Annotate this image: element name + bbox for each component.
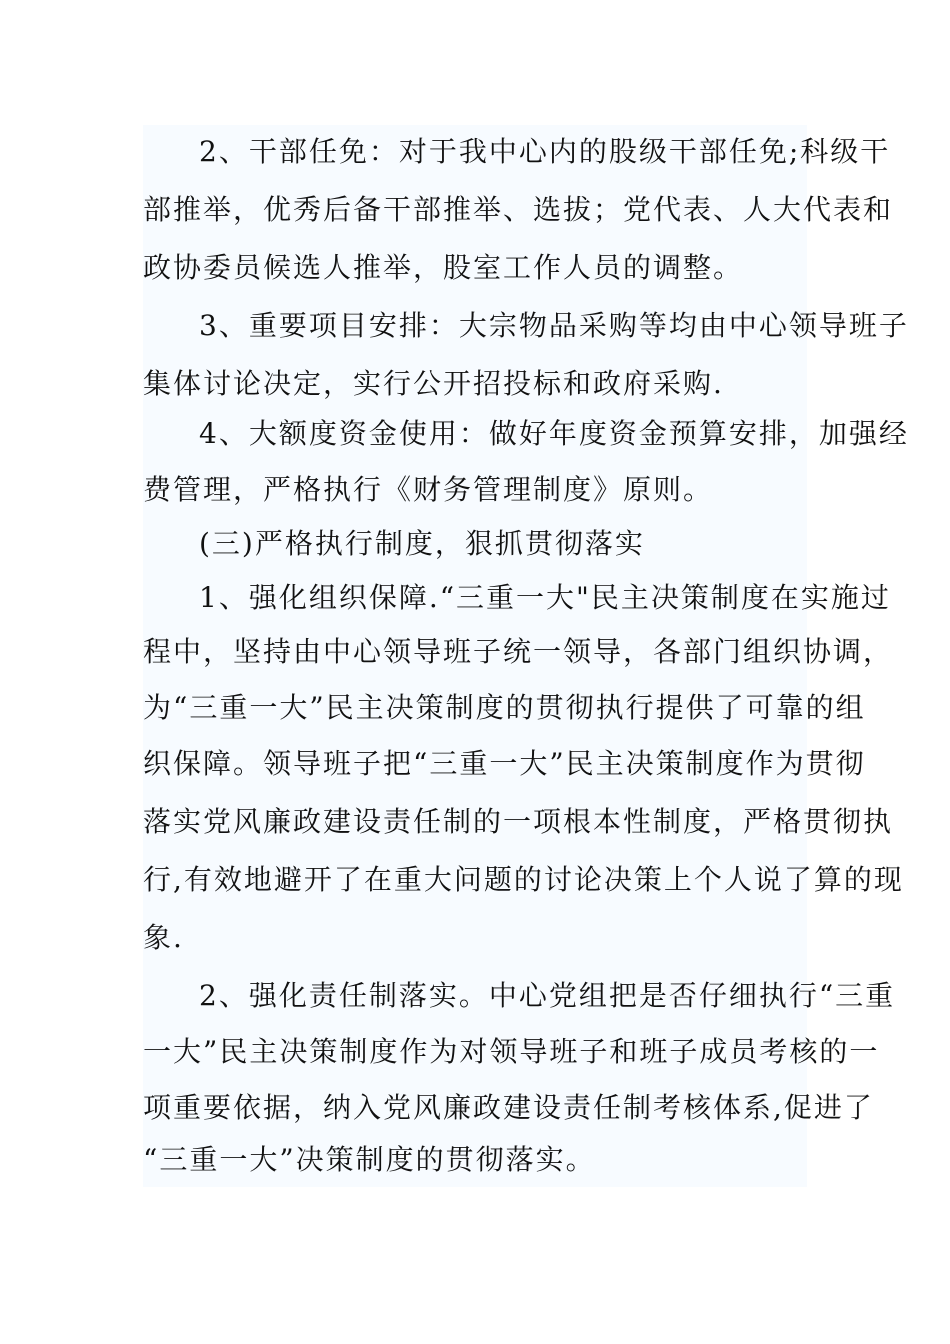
text-line: 1、强化组织保障.“三重一大"民主决策制度在实施过: [199, 581, 891, 614]
text-line: 一大”民主决策制度作为对领导班子和班子成员考核的一: [143, 1035, 880, 1068]
body-text: [143, 125, 909, 1187]
text-line: 织保障。领导班子把“三重一大”民主决策制度作为贯彻: [143, 747, 866, 780]
text-line: 2、强化责任制落实。中心党组把是否仔细执行“三重: [199, 979, 896, 1012]
text-line: 行,有效地避开了在重大问题的讨论决策上个人说了算的现: [143, 863, 904, 896]
text-line: 为“三重一大”民主决策制度的贯彻执行提供了可靠的组: [143, 691, 866, 724]
text-line: 费管理，严格执行《财务管理制度》原则。: [143, 473, 714, 506]
section-heading: (三)严格执行制度，狠抓贯彻落实: [199, 527, 645, 560]
text-line: “三重一大”决策制度的贯彻落实。: [143, 1143, 596, 1176]
text-line: 落实党风廉政建设责任制的一项根本性制度，严格贯彻执: [143, 805, 894, 838]
text-line: 部推举，优秀后备干部推举、选拔；党代表、人大代表和: [143, 193, 894, 226]
text-line: 集体讨论决定，实行公开招投标和政府采购.: [143, 367, 724, 400]
text-line: 项重要依据，纳入党风廉政建设责任制考核体系,促进了: [143, 1091, 874, 1124]
text-line: 程中，坚持由中心领导班子统一领导，各部门组织协调，: [143, 635, 894, 668]
text-line: 4、大额度资金使用：做好年度资金预算安排，加强经: [199, 417, 909, 450]
text-line: 象.: [143, 921, 184, 954]
text-line: 3、重要项目安排：大宗物品采购等均由中心领导班子: [199, 309, 909, 342]
text-line: 政协委员候选人推举，股室工作人员的调整。: [143, 251, 744, 284]
text-line: 2、干部任免：对于我中心内的股级干部任免;科级干: [199, 135, 891, 168]
